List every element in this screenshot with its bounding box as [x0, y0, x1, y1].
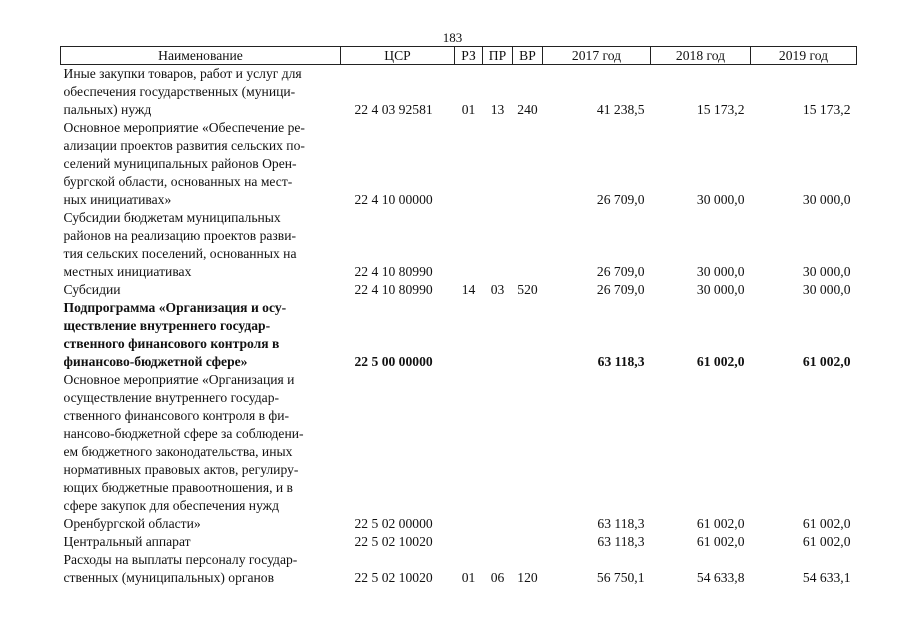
table-row: [61, 533, 857, 551]
row-rz: [455, 371, 483, 533]
row-name-line: бургской области, основанных на мест-: [63, 174, 293, 189]
row-csr: 22 5 02 00000: [354, 516, 433, 531]
row-name-line: Подпрограмма «Организация и осу-: [63, 300, 287, 315]
row-name-line: ственного финансового контроля в фи-: [63, 408, 290, 423]
table-row: [61, 299, 857, 371]
row-value-2019: 54 633,1: [802, 570, 851, 585]
row-name-line: осуществление внутреннего государ-: [63, 390, 280, 405]
row-rz: [455, 299, 483, 371]
row-name-line: Расходы на выплаты персоналу государ-: [63, 552, 298, 567]
row-name-line: Иные закупки товаров, работ и услуг для: [63, 66, 302, 81]
row-name: [61, 209, 341, 281]
row-pr: [483, 371, 513, 533]
row-pr: 13: [490, 102, 505, 117]
header-2017: 2017 год: [543, 47, 651, 65]
row-rz: 14: [461, 282, 476, 297]
header-2018: 2018 год: [651, 47, 751, 65]
row-name-line: ных инициативах»: [63, 192, 172, 207]
row-vr: [513, 533, 543, 551]
header-vr: ВР: [513, 47, 543, 65]
table-row: [61, 371, 857, 533]
row-name-line: Основное мероприятие «Обеспечение ре-: [63, 120, 305, 135]
row-name: [61, 551, 341, 587]
row-csr: 22 5 00 00000: [354, 354, 433, 369]
row-value-2019: 61 002,0: [802, 516, 851, 531]
row-csr: 22 5 02 10020: [354, 534, 433, 549]
row-value-2019: 30 000,0: [802, 282, 851, 297]
header-csr: ЦСР: [341, 47, 455, 65]
row-rz: 01: [461, 102, 476, 117]
row-pr: 03: [490, 282, 505, 297]
row-rz: 01: [461, 570, 476, 585]
table-row: [61, 551, 857, 587]
row-vr: 120: [517, 570, 538, 585]
row-name: [61, 65, 341, 120]
row-value-2017: 63 118,3: [597, 516, 645, 531]
row-value-2017: 41 238,5: [596, 102, 645, 117]
row-name-line: Центральный аппарат: [63, 534, 191, 549]
row-rz: [455, 209, 483, 281]
row-value-2018: 15 173,2: [696, 102, 745, 117]
row-value-2018: 30 000,0: [696, 282, 745, 297]
page-number: 183: [442, 30, 463, 45]
row-value-2018: 61 002,0: [696, 534, 745, 549]
row-csr: 22 4 03 92581: [354, 102, 433, 117]
row-name-line: ственных (муниципальных) органов: [63, 570, 274, 585]
row-value-2017: 26 709,0: [596, 192, 645, 207]
row-value-2017: 56 750,1: [596, 570, 645, 585]
row-value-2017: 63 118,3: [597, 534, 645, 549]
row-vr: [513, 119, 543, 209]
row-name-line: ществление внутреннего государ-: [63, 318, 271, 333]
row-pr: [483, 119, 513, 209]
row-name-line: районов на реализацию проектов разви-: [63, 228, 297, 243]
row-vr: [513, 371, 543, 533]
row-value-2018: 30 000,0: [696, 192, 745, 207]
row-name-line: селений муниципальных районов Орен-: [63, 156, 297, 171]
row-name-line: ем бюджетного законодательства, иных: [63, 444, 293, 459]
row-name-line: нансово-бюджетной сфере за соблюдени-: [63, 426, 304, 441]
row-name-line: Субсидии бюджетам муниципальных: [63, 210, 281, 225]
row-name-line: пальных) нужд: [63, 102, 152, 117]
row-name-line: тия сельских поселений, основанных на: [63, 246, 297, 261]
row-value-2018: 61 002,0: [696, 354, 745, 369]
table-row: [61, 209, 857, 281]
header-pr: ПР: [483, 47, 513, 65]
row-value-2018: 61 002,0: [696, 516, 745, 531]
row-csr: 22 4 10 00000: [354, 192, 433, 207]
row-name-line: Субсидии: [63, 282, 121, 297]
row-name: [61, 371, 341, 533]
row-value-2019: 61 002,0: [802, 534, 851, 549]
row-pr: [483, 209, 513, 281]
header-2019: 2019 год: [751, 47, 857, 65]
row-value-2019: 30 000,0: [802, 192, 851, 207]
row-pr: 06: [490, 570, 505, 585]
row-value-2017: 26 709,0: [596, 264, 645, 279]
row-value-2017: 63 118,3: [597, 354, 645, 369]
table-header: [61, 47, 857, 65]
row-rz: [455, 119, 483, 209]
row-name-line: Основное мероприятие «Организация и: [63, 372, 295, 387]
row-name-line: сфере закупок для обеспечения нужд: [63, 498, 279, 513]
row-name-line: ющих бюджетные правоотношения, и в: [63, 480, 293, 495]
row-csr: 22 4 10 80990: [354, 282, 433, 297]
row-name: [61, 281, 341, 299]
row-pr: [483, 533, 513, 551]
table-body: [61, 65, 857, 588]
row-rz: [455, 533, 483, 551]
header-name: Наименование: [61, 47, 341, 65]
row-name: [61, 119, 341, 209]
row-name: [61, 299, 341, 371]
header-rz: РЗ: [455, 47, 483, 65]
table-row: [61, 119, 857, 209]
row-csr: 22 4 10 80990: [354, 264, 433, 279]
row-value-2019: 61 002,0: [802, 354, 851, 369]
row-csr: 22 5 02 10020: [354, 570, 433, 585]
row-value-2019: 15 173,2: [802, 102, 851, 117]
table-row: [61, 65, 857, 120]
row-pr: [483, 299, 513, 371]
row-vr: [513, 209, 543, 281]
budget-table: [60, 46, 857, 587]
row-vr: 520: [517, 282, 538, 297]
row-name-line: местных инициативах: [63, 264, 192, 279]
row-name-line: ственного финансового контроля в: [63, 336, 280, 351]
row-name-line: обеспечения государственных (муници-: [63, 84, 296, 99]
row-name-line: нормативных правовых актов, регулиру-: [63, 462, 299, 477]
row-name-line: финансово-бюджетной сфере»: [63, 354, 248, 369]
table-row: [61, 281, 857, 299]
row-value-2018: 30 000,0: [696, 264, 745, 279]
row-value-2018: 54 633,8: [696, 570, 745, 585]
row-value-2019: 30 000,0: [802, 264, 851, 279]
row-vr: [513, 299, 543, 371]
row-name-line: ализации проектов развития сельских по-: [63, 138, 305, 153]
row-name-line: Оренбургской области»: [63, 516, 201, 531]
row-name: [61, 533, 341, 551]
row-value-2017: 26 709,0: [596, 282, 645, 297]
row-vr: 240: [517, 102, 538, 117]
